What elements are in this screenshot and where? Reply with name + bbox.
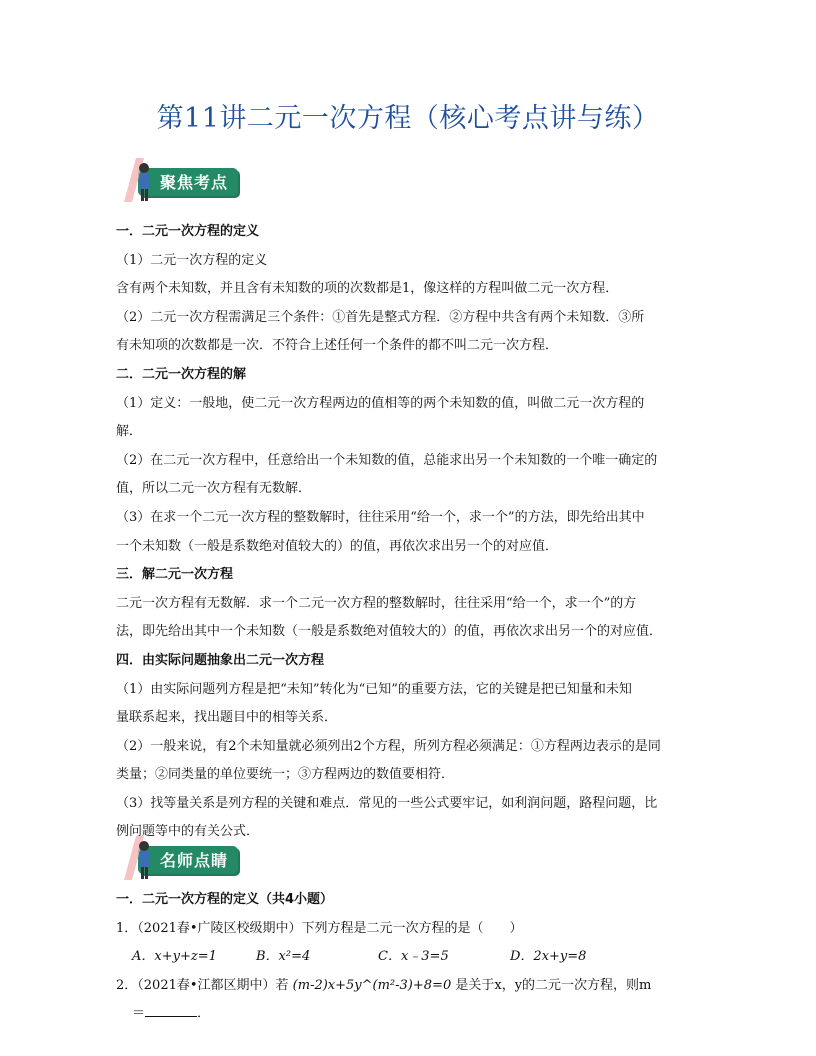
heading-2: 二．二元一次方程的解 bbox=[116, 366, 247, 382]
question-2-text: 2．（2021春•江都区期中）若 bbox=[116, 977, 289, 993]
paragraph: （1）二元一次方程的定义 bbox=[116, 252, 268, 268]
page-title: 第11讲二元一次方程（核心考点讲与练） bbox=[156, 103, 660, 134]
paragraph: （2）在二元一次方程中，任意给出一个未知数的值，总能求出另一个未知数的一个唯一确定的 bbox=[116, 452, 658, 468]
paragraph: 值，所以二元一次方程有无数解． bbox=[116, 481, 312, 497]
section-banner-focus bbox=[114, 152, 244, 206]
exercise-heading: 一．二元一次方程的定义（共4小题） bbox=[116, 892, 334, 907]
answer-blank[interactable] bbox=[145, 1002, 197, 1017]
paragraph: 一个未知数（一般是系数绝对值较大的）的值，再依次求出另一个的对应值． bbox=[116, 538, 559, 554]
question-2-answer-line bbox=[116, 1000, 706, 1029]
heading-1: 一．二元一次方程的定义 bbox=[116, 224, 260, 239]
question-1-options bbox=[116, 943, 706, 972]
banner-label: 名师点睛 bbox=[159, 851, 228, 870]
option-c: C．x﹣3=5 bbox=[378, 949, 449, 965]
question-2-equation: (m-2)x+5y^(m²-3)+8=0 bbox=[292, 977, 452, 993]
paragraph: 二元一次方程有无数解．求一个二元一次方程的整数解时，往往采用“给一个，求一个”的方 bbox=[116, 595, 637, 611]
paragraph: （3）在求一个二元一次方程的整数解时，往往采用“给一个，求一个”的方法，即先给出其中 bbox=[116, 509, 645, 525]
heading-4: 四．由实际问题抽象出二元一次方程 bbox=[116, 652, 325, 668]
question-2 bbox=[116, 972, 706, 1001]
paragraph: （1）定义：一般地，使二元一次方程两边的值相等的两个未知数的值，叫做二元一次方程的 bbox=[116, 395, 645, 411]
paragraph: 类量；②同类量的单位要统一；③方程两边的数值要相符． bbox=[116, 767, 455, 783]
paragraph: 有未知项的次数都是一次．不符合上述任何一个条件的都不叫二元一次方程． bbox=[116, 338, 559, 354]
paragraph: 例问题等中的有关公式． bbox=[116, 824, 260, 840]
paragraph: 量联系起来，找出题目中的相等关系． bbox=[116, 710, 338, 726]
option-a: A．x+y+z=1 bbox=[132, 949, 217, 965]
question-1: 1．（2021春•广陵区校级期中）下列方程是二元一次方程的是（ ） bbox=[116, 920, 523, 936]
section-banner-tips bbox=[114, 830, 244, 884]
option-d: D．2x+y=8 bbox=[510, 949, 587, 965]
paragraph: 解． bbox=[116, 424, 143, 440]
equals-sign: ＝ bbox=[132, 1006, 146, 1022]
period: ． bbox=[197, 1006, 211, 1022]
exercises bbox=[116, 886, 706, 1029]
knowledge-points bbox=[116, 218, 706, 847]
banner-label: 聚焦考点 bbox=[159, 173, 228, 192]
paragraph: 含有两个未知数，并且含有未知数的项的次数都是1，像这样的方程叫做二元一次方程． bbox=[116, 281, 619, 297]
paragraph: （2）一般来说，有2个未知量就必须列出2个方程，所列方程必须满足：①方程两边表示的是同 bbox=[116, 738, 661, 754]
paragraph: （2）二元一次方程需满足三个条件：①首先是整式方程．②方程中共含有两个未知数．③所 bbox=[116, 309, 645, 325]
option-b: B．x²=4 bbox=[256, 949, 311, 965]
paragraph: 法，即先给出其中一个未知数（一般是系数绝对值较大的）的值，再依次求出另一个的对应值． bbox=[116, 624, 663, 640]
paragraph: （3）找等量关系是列方程的关键和难点．常见的一些公式要牢记，如利润问题，路程问题，比 bbox=[116, 795, 658, 811]
heading-3: 三．解二元一次方程 bbox=[116, 567, 234, 583]
paragraph: （1）由实际问题列方程是把“未知”转化为“已知”的重要方法，它的关键是把已知量和未知 bbox=[116, 681, 632, 697]
question-2-text: 是关于x，y的二元一次方程，则m bbox=[455, 977, 652, 993]
